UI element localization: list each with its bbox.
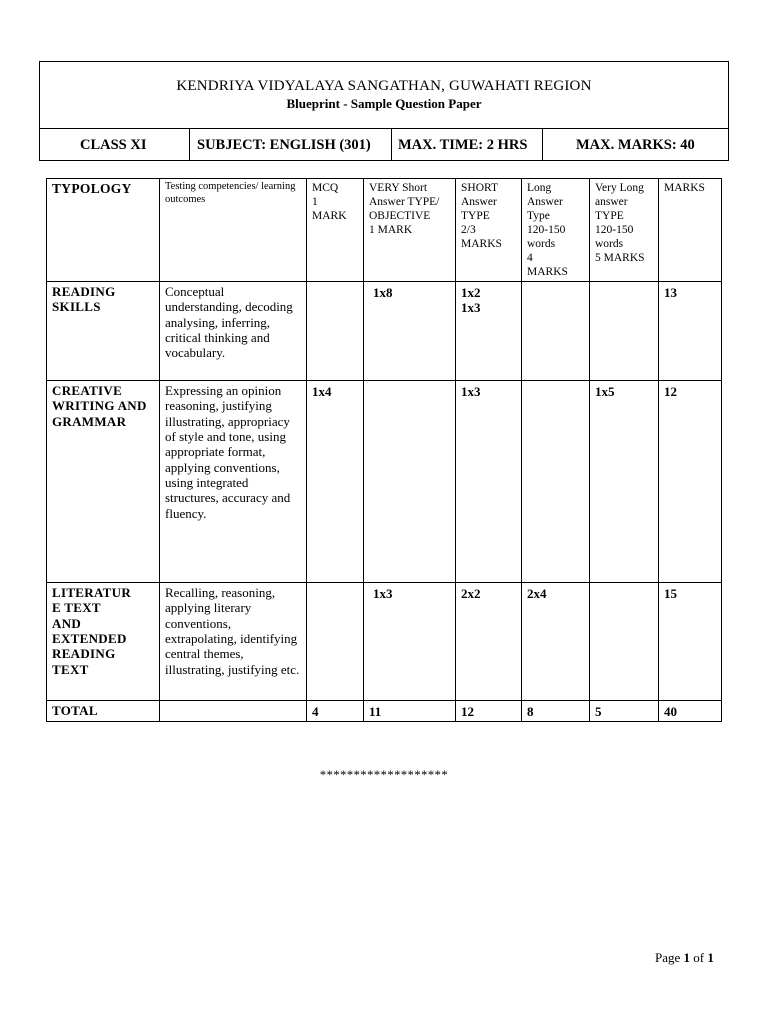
total-very-long: 5	[590, 701, 659, 722]
short-cell: 1x3	[456, 381, 522, 583]
total-long: 8	[522, 701, 590, 722]
total-marks: 40	[659, 701, 722, 722]
mcq-cell	[307, 282, 364, 381]
very-long-cell: 1x5	[590, 381, 659, 583]
mcq-cell	[307, 583, 364, 701]
header-cell-divider	[391, 128, 392, 161]
typology-cell: CREATIVE WRITING AND GRAMMAR	[47, 381, 160, 583]
header-very-short	[364, 179, 456, 282]
marks-cell: 15	[659, 583, 722, 701]
page-current: 1	[683, 950, 691, 965]
header-mcq-text: MCQ 1 MARK	[312, 182, 347, 223]
long-cell	[522, 282, 590, 381]
short-cell: 2x2	[456, 583, 522, 701]
header-long-text: Long Answer Type 120-150 words 4 MARKS	[527, 182, 568, 279]
header-short	[456, 179, 522, 282]
header-very-long-text: Very Long answer TYPE 120-150 words 5 MARKS	[595, 182, 645, 265]
long-cell	[522, 381, 590, 583]
total-competencies-cell	[160, 701, 307, 722]
very-short-cell	[364, 381, 456, 583]
header-competencies: Testing competencies/ learning outcomes	[160, 179, 307, 282]
competencies-cell	[160, 381, 307, 583]
short-cell-text: 1x2 1x3	[461, 285, 481, 316]
subject-label: SUBJECT: ENGLISH (301)	[197, 137, 371, 153]
header-typology: TYPOLOGY	[47, 179, 160, 282]
very-short-cell: 1x8	[364, 282, 456, 381]
page-of: of	[690, 950, 708, 965]
header-short-text: SHORT Answer TYPE 2/3 MARKS	[461, 182, 502, 251]
competencies-cell: Conceptual understanding, decoding analysing, inferring, critical thinking and vocabulary.	[160, 282, 307, 381]
header-marks: MARKS	[659, 179, 722, 282]
blueprint-table	[46, 178, 722, 722]
header-divider	[39, 128, 729, 129]
document-subtitle: Blueprint - Sample Question Paper	[286, 96, 482, 111]
organization-title: KENDRIYA VIDYALAYA SANGATHAN, GUWAHATI REGION	[176, 78, 592, 94]
marks-cell: 13	[659, 282, 722, 381]
competencies-cell: Recalling, reasoning, applying literary conventions, extrapolating, identifying central themes, illustrating, justifying etc.	[160, 583, 307, 701]
total-mcq: 4	[307, 701, 364, 722]
typology-cell-text: LITERATUR E TEXT AND EXTENDED READING TEXT	[52, 585, 132, 677]
page-prefix: Page	[655, 950, 684, 965]
very-short-cell: 1x3	[364, 583, 456, 701]
typology-cell: READING SKILLS	[47, 282, 160, 381]
header-very-short-text: VERY Short Answer TYPE/ OBJECTIVE 1 MARK	[369, 182, 440, 237]
total-very-short: 11	[364, 701, 456, 722]
max-marks-label: MAX. MARKS: 40	[576, 137, 695, 153]
long-cell: 2x4	[522, 583, 590, 701]
page-number	[655, 950, 714, 966]
typology-cell	[47, 583, 160, 701]
table-row	[47, 583, 722, 701]
very-long-cell	[590, 282, 659, 381]
header-mcq	[307, 179, 364, 282]
table-row	[47, 381, 722, 583]
header-cell-divider	[189, 128, 190, 161]
header-long	[522, 179, 590, 282]
end-separator: *******************	[319, 768, 449, 782]
header-very-long	[590, 179, 659, 282]
short-cell	[456, 282, 522, 381]
competencies-cell-text: Expressing an opinion reasoning, justifying illustrating, appropriacy of style and tone, using appropriate format, applying conventions, using integrated structures, accuracy and fluency.	[165, 383, 291, 521]
total-row	[47, 701, 722, 722]
page-total: 1	[707, 950, 714, 965]
max-time-label: MAX. TIME: 2 HRS	[398, 137, 528, 153]
class-label: CLASS XI	[80, 137, 147, 153]
header-cell-divider	[542, 128, 543, 161]
total-label: TOTAL	[47, 701, 160, 722]
total-short: 12	[456, 701, 522, 722]
marks-cell: 12	[659, 381, 722, 583]
table-row	[47, 282, 722, 381]
mcq-cell: 1x4	[307, 381, 364, 583]
table-header-row	[47, 179, 722, 282]
very-long-cell	[590, 583, 659, 701]
